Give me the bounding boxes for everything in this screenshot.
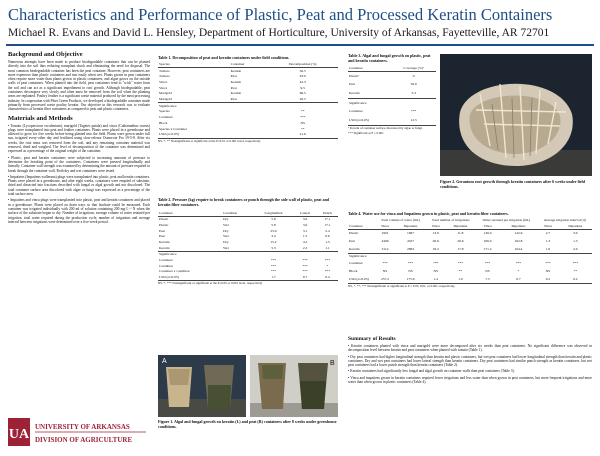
table3-significance-row	[348, 98, 436, 107]
table-cell: 2863	[407, 246, 414, 251]
table-cell: Keratin	[349, 246, 360, 251]
table4-caption: Table 4. Water use for vinca and Impatiens grown in plastic, peat and keratin fiber containers.	[348, 212, 509, 216]
table-cell: Marigold	[159, 97, 173, 102]
table-cell: 56.0	[410, 82, 417, 87]
table1-header: Container	[230, 62, 268, 68]
table3	[348, 65, 436, 126]
table2-header: Lateral	[293, 210, 317, 216]
table-cell: Keratin	[230, 68, 242, 73]
table-cell: 4.2	[302, 240, 308, 245]
table-cell: Dry	[223, 228, 229, 233]
table-cell: 1.4	[426, 276, 445, 284]
table-cell: Wet	[223, 222, 229, 227]
table-cell: 162.8	[514, 239, 523, 244]
table-row	[158, 275, 338, 281]
table1-header: Species	[158, 62, 230, 68]
table4	[348, 218, 592, 285]
table-cell: 0.2	[559, 276, 592, 284]
table-cell: 0.4	[317, 275, 338, 281]
table-cell: Block	[159, 120, 168, 125]
table-cell: ***	[300, 115, 306, 120]
table4-header: Vinca	[475, 223, 499, 229]
summary-bullet-3: • Keratin containers had significantly less fungal and algal growth on container walls than peat containers (Table 3).	[348, 369, 515, 374]
table1-block	[158, 56, 338, 186]
figure2-photo	[440, 54, 592, 176]
table3-caption: Table 3. Algal and fungal growth on plastic, peat and keratin containers.	[348, 54, 431, 63]
table-cell: LSD (α=0.05)	[348, 116, 391, 125]
table-cell: 7.5	[475, 276, 499, 284]
table-cell: 257.2	[375, 276, 395, 284]
table-cell: ***	[302, 269, 308, 274]
table-cell: 142.6	[514, 231, 523, 236]
methods-heading: Materials and Methods	[8, 114, 73, 122]
methods-paragraph-4: • Impatiens and vinca plugs were transplanted into plastic, peat and keratin containers and placed in a greenhouse. Plants were placed on drain trays so that leachate could be measured. Each container was irrigated individually with 200 ml of solution containing 200 mg·L⁻¹ N when the surface of the substrate began to dry. Number of irrigations, average volume of water retained per irrigation, total water required during the production cycle, number of irrigations and average interval between irrigations were determined over a five-week period.	[8, 198, 150, 224]
table-cell: 5.3	[411, 91, 416, 96]
summary-block	[348, 336, 592, 452]
table4-header: Vinca	[426, 223, 445, 229]
table-cell: 17.1	[324, 222, 331, 227]
methods-paragraph-1: • Tomato (Lycopersicon esculentum), marigold (Tagetes patula) and vinca (Catharanthus roseus) plugs were transplanted into peat and feather containers. Plants were placed in a greenhouse and allowed to grow for five weeks before being planted into the field. Plants were grown under full sun, irrigated every-other day and fertilized using slow-release Osmocote Pro 19-5-8. After six weeks, the root mass was removed from the soil, and any remaining container material was removed, dried and weighed. The level of decomposition of the container was determined and expressed as a percentage of the original weight of the container.	[8, 123, 150, 154]
table-cell: 1.7	[254, 275, 294, 281]
logo-line-2: DIVISION OF AGRICULTURE	[35, 436, 133, 444]
table-row	[348, 80, 436, 89]
table-cell: Peat	[349, 82, 356, 87]
table1-header: Decomposition (%)	[267, 62, 338, 68]
table-cell: 5.8	[271, 217, 276, 222]
table-row	[348, 107, 436, 116]
table-row	[348, 71, 436, 80]
table-cell: Peat	[230, 74, 237, 79]
table3-note-2: *** Significant at P = 0.001	[348, 130, 384, 135]
table4-header: Vinca	[537, 223, 558, 229]
table-cell: ***	[324, 258, 331, 263]
table-row	[348, 260, 592, 268]
table-row	[348, 245, 592, 253]
table-cell: ***	[302, 258, 308, 263]
figure2-caption: Figure 2. Geranium root growth through keratin containers after 6 weeks under field conditions.	[440, 179, 585, 189]
table-cell: Condition	[159, 263, 174, 268]
table-cell: Peat	[230, 85, 237, 90]
table-cell: 63.0	[299, 74, 306, 79]
table2-caption: Table 2. Pressure (kg) require to break containers or punch through the side wall of plastic, peat and keratin fiber containers.	[158, 198, 330, 207]
table2-header: Container	[158, 210, 222, 216]
poster-title: Characteristics and Performance of Plastic, Peat and Processed Keratin Containers	[8, 5, 553, 24]
table-cell: 17.8	[457, 246, 464, 251]
table4-block	[348, 212, 592, 332]
table-cell: **	[458, 269, 463, 274]
table-cell: NS	[485, 269, 490, 274]
methods-paragraph-2: • Plastic, peat and keratin containers were subjected to increasing amounts of pressure to determine the breaking point of the containers. Containers were pressed longitudinally and laterally. Container wall strength was examined by determining the amount of pressure required to break through the container wall. Both dry and wet containers were tested.	[8, 155, 150, 173]
table-cell: 0.6	[325, 234, 330, 239]
table-cell: Dry	[223, 240, 229, 245]
table-cell: 26.6	[457, 239, 464, 244]
table-cell: Species x Container	[159, 126, 187, 131]
table-cell: **	[300, 109, 305, 114]
table-cell: 1.5	[302, 234, 308, 239]
table-cell: ***	[270, 269, 277, 274]
table-cell: LSD (α=0.05)	[158, 275, 222, 281]
summary-bullet-4: • Vinca and impatiens grown in keratin containers required fewer irrigations and less water than when grown in peat containers, but more frequent irrigations and more water than when grown in plastic containers (Table 4).	[348, 375, 592, 385]
table-cell: 56.5	[299, 68, 306, 73]
table-cell: Keratin	[349, 91, 360, 96]
table4-header: Vinca	[375, 223, 395, 229]
table-cell: Vinca	[159, 80, 168, 85]
significance-label: Significance	[158, 103, 338, 109]
table-cell: 2.0	[573, 246, 578, 251]
table-cell: 18.2	[432, 246, 439, 251]
table-cell: Vinca	[159, 85, 168, 90]
figure1-photo-b	[250, 355, 338, 417]
significance-label: Significance	[348, 253, 592, 259]
table2-header: Punch	[317, 210, 338, 216]
table-cell: Container	[159, 258, 173, 263]
logo-mark: UA	[8, 427, 30, 442]
table-cell: Plastic	[159, 222, 169, 227]
table-cell: 164.4	[514, 246, 523, 251]
table-cell: 1.0	[445, 276, 475, 284]
university-logo	[8, 416, 148, 450]
table2-block	[158, 198, 338, 342]
table-cell: Species	[159, 109, 170, 114]
table-cell: 3.4	[271, 234, 276, 239]
table-cell: 42.3	[299, 80, 306, 85]
table2	[158, 210, 338, 281]
table2-note: NS, *, *** Nonsignificant or significant at the P=0.05 or 0.001 level, respectively	[158, 281, 263, 286]
table3-block	[348, 54, 436, 204]
poster-authors: Michael R. Evans and David L. Hensley, Department of Horticulture, University of Arkansas, Fayetteville, AR 72701	[8, 27, 550, 39]
table-cell: 66.5	[299, 91, 306, 96]
table-cell: Dry	[223, 217, 229, 222]
table-row	[348, 116, 436, 125]
table-cell: Tomato	[159, 74, 170, 79]
table-cell: Container	[159, 115, 173, 120]
table-cell: Block	[349, 269, 358, 274]
table-cell: 1.9	[545, 246, 551, 251]
table-cell: 149.0	[483, 231, 492, 236]
table-cell: 15.2	[270, 240, 277, 245]
table-cell: 1.5	[325, 240, 330, 245]
table-cell: ***	[382, 261, 388, 266]
table-cell: ***	[433, 261, 439, 266]
table-cell: 1667	[407, 231, 414, 236]
table-cell: Plasticᶻ	[349, 73, 360, 78]
table-row	[348, 89, 436, 98]
table-cell: Marigold	[159, 91, 173, 96]
table2-header: Condition	[222, 210, 254, 216]
table4-group-header: Average irrigation interval (d)	[543, 217, 586, 222]
significance-label: Significance	[348, 98, 436, 107]
table4-header: Impatiens	[445, 223, 475, 229]
table1	[158, 62, 338, 139]
table-cell: 175.6	[395, 276, 426, 284]
figure1-caption: Figure 1. Algal and fungal growth on keratin (L) and peat (R) containers after 8 weeks under greenhouse conditions.	[158, 419, 337, 429]
table4-group-header: Total volume of water (mL)	[381, 217, 421, 222]
table-cell: ***	[324, 269, 331, 274]
table-cell: 166.0	[483, 239, 492, 244]
table-cell: *	[517, 269, 520, 274]
table-cell: Peat	[230, 97, 237, 102]
table-cell: 3.0	[573, 231, 578, 236]
table-row	[348, 237, 592, 245]
figure1-photo-a	[158, 355, 246, 417]
table-cell: 0.7	[293, 275, 317, 281]
table-cell: 5.3	[271, 245, 276, 250]
table-cell: Container	[349, 261, 363, 266]
table-cell: ***	[484, 261, 491, 266]
table-cell: *	[326, 263, 329, 268]
table1-note: NS, *, ** Nonsignificant or significant at the P=0.01 or 0.001 level, respectively	[158, 138, 261, 143]
table4-header: Impatiens	[559, 223, 592, 229]
table-cell: 9.5	[300, 85, 305, 90]
table-cell: Container	[349, 109, 363, 114]
table-cell: ***	[302, 263, 308, 268]
table-cell: 3112	[381, 246, 389, 251]
table4-group-header: Total number of irrigations	[431, 217, 470, 222]
table-cell: 26.5	[299, 97, 306, 102]
table-cell: NS	[408, 269, 413, 274]
summary-heading: Summary of Results	[348, 336, 396, 342]
table-cell: 4327	[407, 239, 414, 244]
table-cell: 5.8	[271, 222, 276, 227]
table-cell: 26.6	[432, 239, 439, 244]
table-cell: Tomato	[159, 68, 170, 73]
table-cell: NS	[300, 120, 305, 125]
table-cell: Keratin	[159, 240, 170, 245]
table2-header: Longitudinal	[254, 210, 294, 216]
table-cell: 1.1	[325, 245, 330, 250]
summary-bullet-2: • Dry peat containers had higher longitudinal strength than keratin and plastic containers, but wet peat containers had lower longitudinal strength than keratin and plastic containers. Dry and wet peat containers had lower lateral strength than keratin containers. Dry peat containers had similar punch strength as keratin containers, but wet peat containers had a lower punch strength than keratin containers (Table 2).	[348, 354, 592, 368]
table-cell: 1.3	[545, 239, 551, 244]
table-row	[348, 268, 592, 276]
table-row	[348, 229, 592, 237]
table-cell: Wet	[223, 245, 229, 250]
table-cell: LSD (α=0.05)	[158, 132, 230, 138]
table-cell: Wet	[223, 234, 229, 239]
table3-note-1: ᶻ Percent of container surface discolored by algae or fungi.	[348, 125, 423, 130]
table-cell: ***	[545, 261, 551, 266]
table-cell: LSD (α=0.05)	[348, 276, 375, 284]
table-cell: 0.2	[537, 276, 558, 284]
table-cell: Container x condition	[159, 269, 190, 274]
table-cell: NS	[545, 269, 551, 274]
table-cell: NS	[433, 269, 438, 274]
table-cell: 6.7	[500, 276, 538, 284]
figure1-label-b: B	[330, 360, 335, 367]
table-cell: ***	[411, 109, 417, 114]
table-cell: 13.0	[432, 231, 439, 236]
summary-bullet-1: • Keratin containers planted with vinca and marigold were more decomposed after six weeks than peat containers. No significant difference was observed in decomposition level between keratin and peat containers when planted with tomato (Table 1).	[348, 344, 592, 353]
table-cell: **	[300, 126, 305, 131]
table-cell: 25.0	[270, 228, 277, 233]
background-heading: Background and Objective	[8, 51, 83, 58]
table-cell: 11.8	[457, 231, 464, 236]
table-cell: ***	[270, 258, 277, 263]
table-cell: 21.6	[267, 132, 338, 138]
table-cell: Plastic	[159, 217, 169, 222]
table-cell: Keratin	[230, 91, 242, 96]
table-cell: 12.5	[391, 116, 436, 125]
table-cell: 2.2	[302, 245, 308, 250]
table3-header: Container	[348, 65, 391, 71]
left-column	[8, 51, 150, 413]
table-cell: 17.1	[324, 217, 331, 222]
table-cell: 3.1	[302, 228, 308, 233]
table-cell: ***	[515, 261, 522, 266]
logo-line-1: UNIVERSITY OF ARKANSAS	[35, 423, 130, 431]
table-cell: 4406	[381, 239, 389, 244]
table4-header: Impatiens	[500, 223, 538, 229]
table4-header: Container	[348, 223, 375, 229]
table1-caption: Table 1. Decomposition of peat and keratin containers under field conditions.	[158, 56, 290, 60]
table-cell: Keratin	[159, 245, 170, 250]
table-cell: Keratin	[230, 80, 242, 85]
table-cell: 3.6	[302, 222, 308, 227]
table-cell: 0	[412, 73, 415, 78]
methods-paragraph-3: • Impatiens (Impatiens wallerana) plugs were transplanted into plastic, peat and keratin containers. Plants were placed in a greenhouse, and after eight weeks, containers were emptied of substrate, dried and dissected into fractions described with fungal or algal growth and not discolored. The total container surface area discolored with algae or fungi was expressed as a percentage of the total surface area.	[8, 174, 150, 197]
table-cell: ***	[572, 261, 578, 266]
table-cell: 171.2	[483, 246, 492, 251]
header-divider	[6, 44, 594, 46]
table-cell: 2.4	[325, 228, 330, 233]
table-cell: 1901	[381, 231, 389, 236]
table4-note: NS, *, **, *** Nonsignificant or significant at P = 0.05, 0.01, or 0.001, respectively.	[348, 284, 456, 289]
significance-label: Significance	[158, 252, 338, 258]
table-cell: 1.3	[573, 239, 578, 244]
table4-header: Impatiens	[395, 223, 426, 229]
table-row	[348, 276, 592, 284]
table-cell: ***	[270, 263, 277, 268]
table-cell: ***	[407, 261, 414, 266]
table-cell: Peat	[349, 239, 356, 244]
figure1-label-a: A	[162, 358, 167, 365]
table-cell: Peat	[159, 228, 166, 233]
table-cell: 3.6	[302, 217, 308, 222]
table3-header: Coverage (%)ᶻ	[391, 65, 436, 71]
table-cell: Plastic	[349, 231, 359, 236]
table-cell: ***	[457, 261, 464, 266]
background-text: Numerous attempts have been made to produce biodegradable containers that can be planted directly into the soil thus reducing transplant shock and eliminating the need for disposal. The most common biodegradable container has been the peat container. However, peat containers are more expensive than plastic containers and tear easily when wet. Plants grown in peat containers often require more water than plants grown in plastic containers, and algae grows on the outside walls of peat containers. When planted into the field, peat containers tend to "wick" water from the soil and can act as a significant impediment to root growth. Although biodegradable, peat containers decompose very slowly and often must be removed from the soil when the planting areas are replanted. Poultry feather is a significant waste material produced by the meat processing industry. In cooperation with Fiber Green Products, we developed a biodegradable container made primarily from processed waste poultry keratin. Our objective in this research was to evaluate characteristics of keratin fiber containers as compared to peat and plastic containers.	[8, 60, 150, 112]
table4-group-header: Water retained per irrigation (mL)	[482, 217, 531, 222]
table-cell: Peat	[159, 234, 166, 239]
table-cell: **	[573, 269, 578, 274]
table-row	[158, 132, 338, 138]
table-cell: NS	[382, 269, 388, 274]
table-cell: 2.7	[545, 231, 551, 236]
